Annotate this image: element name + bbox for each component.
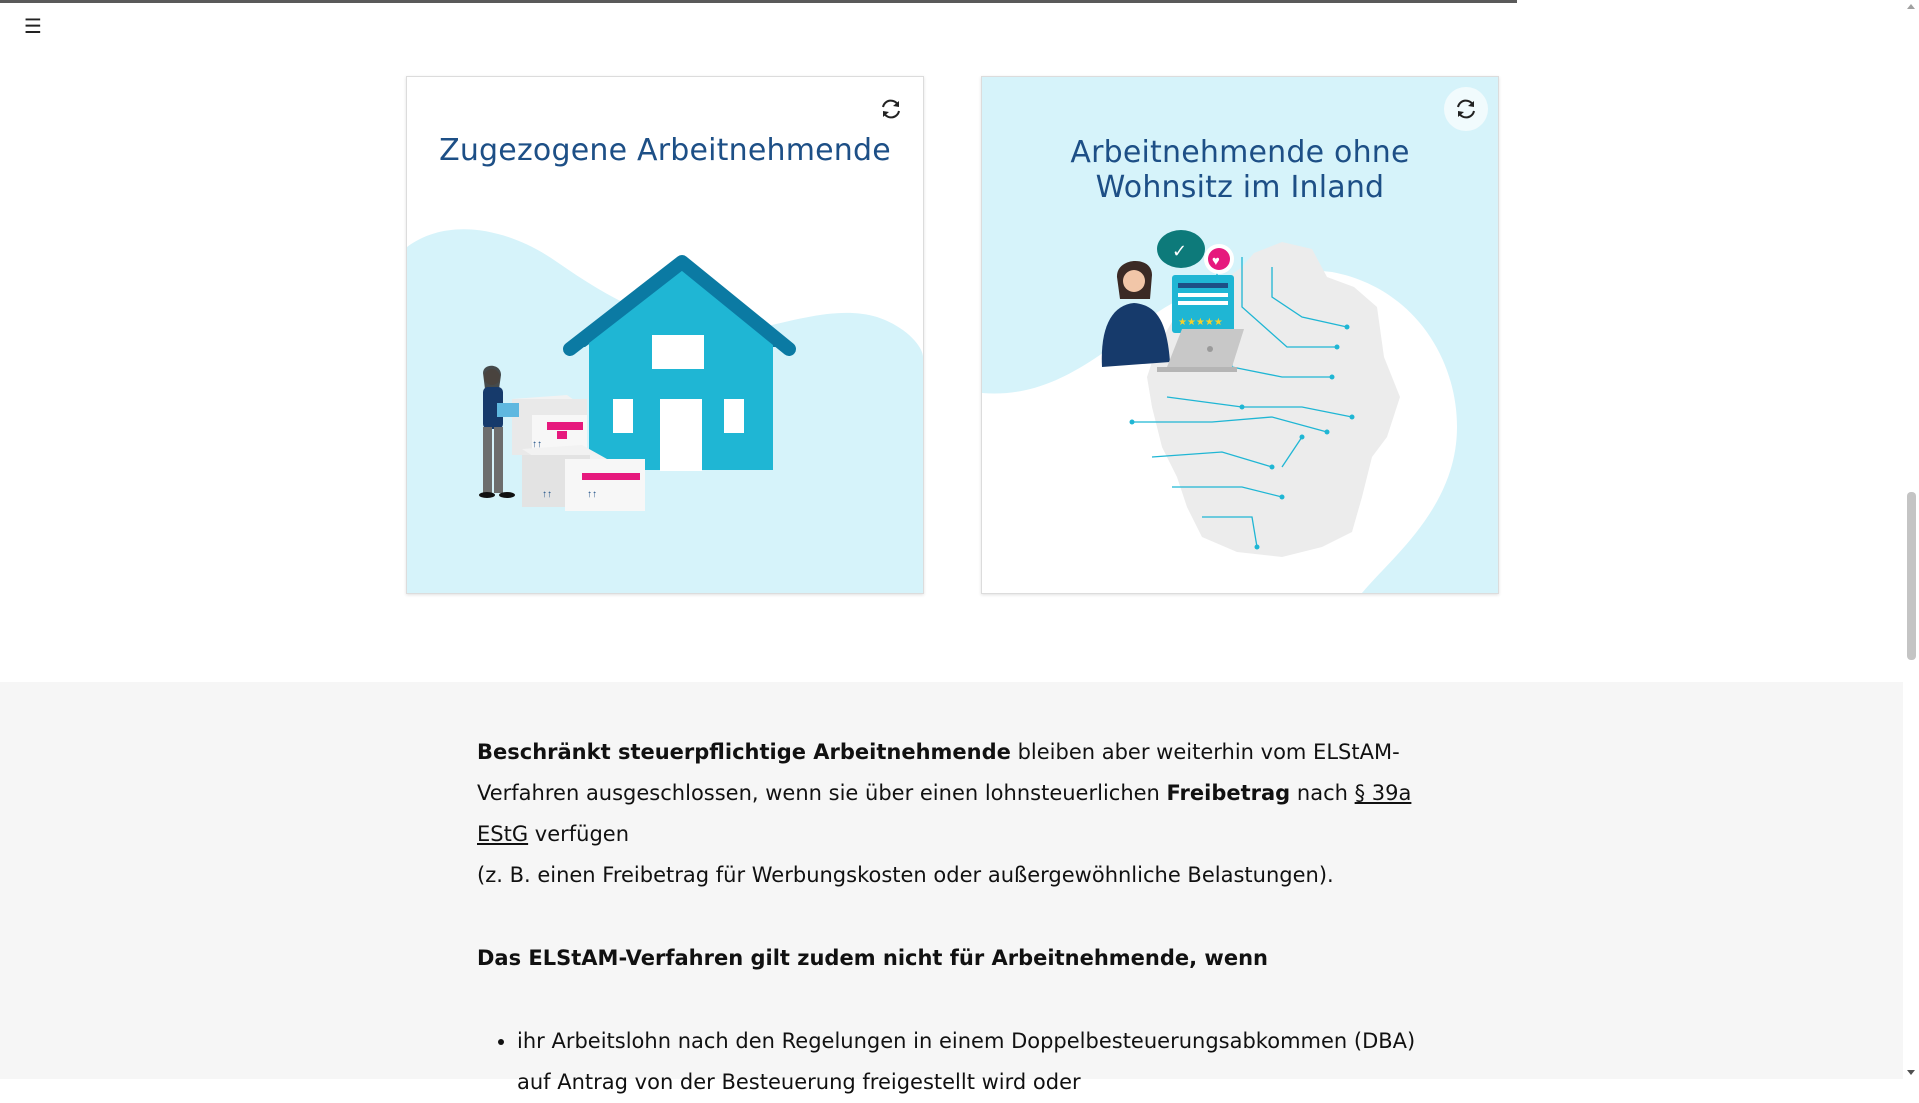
scroll-up-arrow-icon[interactable] bbox=[1907, 4, 1915, 9]
text: bleiben aber weiterhin vom ELStAM-Verfahren ausgeschlossen, wenn sie über einen lohnsteuerlichen bbox=[477, 740, 1400, 805]
hamburger-menu-icon: ☰ bbox=[24, 16, 42, 38]
refresh-icon bbox=[879, 97, 903, 121]
flip-card-ohne-wohnsitz[interactable] bbox=[981, 76, 1499, 594]
scrollbar-thumb[interactable] bbox=[1907, 492, 1916, 660]
svg-text:♥: ♥ bbox=[1212, 253, 1220, 268]
text: nach bbox=[1290, 781, 1355, 805]
card-title bbox=[982, 135, 1498, 205]
estg-link[interactable]: § 39a EStG bbox=[477, 781, 1412, 846]
scroll-down-arrow-icon[interactable] bbox=[1907, 1070, 1915, 1075]
card-title-line-2: Wohnsitz im Inland bbox=[1095, 170, 1385, 205]
paragraph-exclusion bbox=[477, 732, 1437, 896]
subheading: Das ELStAM-Verfahren gilt zudem nicht für Arbeitnehmende, wenn bbox=[477, 946, 1268, 970]
card-title-line-1: Arbeitnehmende ohne bbox=[1070, 135, 1410, 170]
bold-text: Beschränkt steuerpflichtige Arbeitnehmende bbox=[477, 740, 1011, 764]
menu-button[interactable] bbox=[22, 16, 44, 38]
top-divider bbox=[0, 0, 1517, 3]
flip-card-button[interactable] bbox=[869, 87, 913, 131]
svg-text:✓: ✓ bbox=[1172, 241, 1188, 261]
text: (z. B. einen Freibetrag für Werbungskosten oder außergewöhnliche Belastungen). bbox=[477, 863, 1334, 887]
article-content bbox=[477, 732, 1437, 1103]
list-item: • ihr Arbeitslohn nach den Regelungen in einem Doppelbesteuerungsabkommen (DBA) auf Antrag von der Besteuerung freigestellt wird oder bbox=[517, 1021, 1437, 1103]
text: verfügen bbox=[528, 822, 630, 846]
svg-text:↑↑: ↑↑ bbox=[587, 489, 597, 500]
conditions-list bbox=[477, 1021, 1437, 1103]
svg-text:↑↑: ↑↑ bbox=[542, 489, 552, 500]
card-title: Zugezogene Arbeitnehmende bbox=[439, 133, 891, 168]
svg-text:↑↑: ↑↑ bbox=[532, 439, 542, 450]
flip-card-button[interactable] bbox=[1444, 87, 1488, 131]
scrollbar[interactable] bbox=[1903, 0, 1919, 1079]
svg-text:★★★★★: ★★★★★ bbox=[1178, 317, 1223, 328]
refresh-icon bbox=[1454, 97, 1478, 121]
bold-text: Freibetrag bbox=[1166, 781, 1291, 805]
flip-card-zugezogene[interactable] bbox=[406, 76, 924, 594]
